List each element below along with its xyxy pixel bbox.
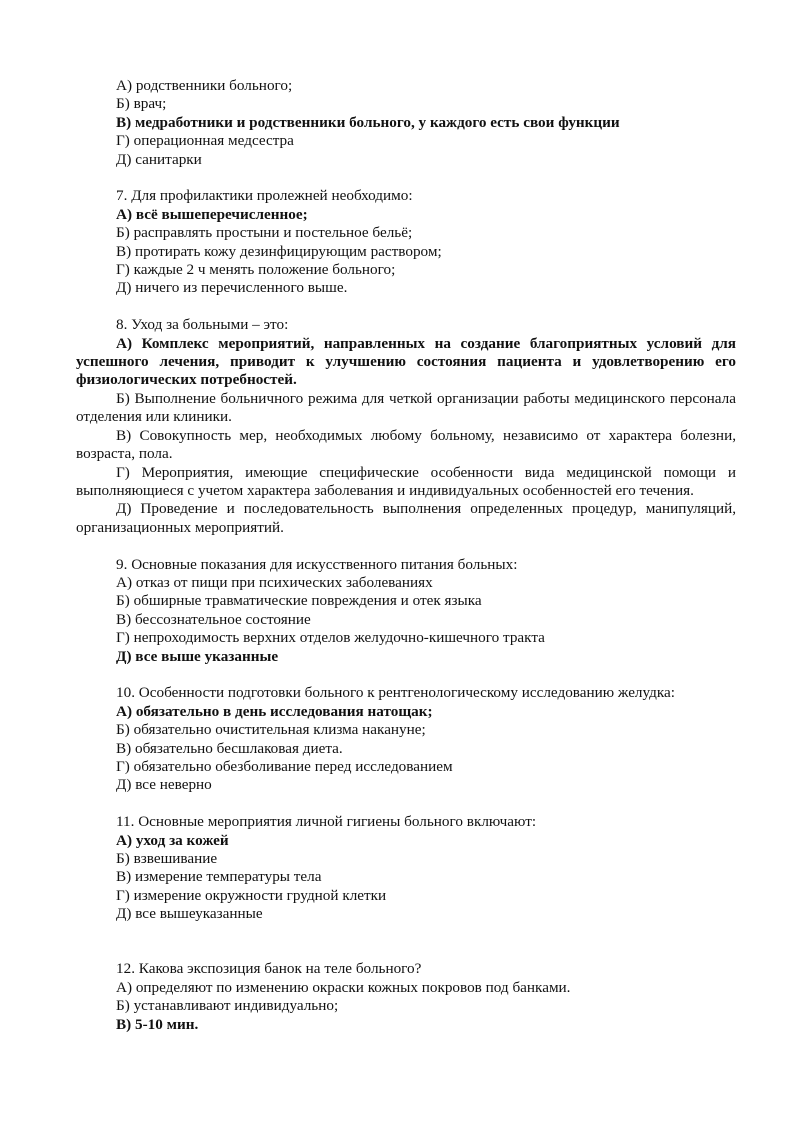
option-a-correct: А) обязательно в день исследования натощак; xyxy=(116,702,433,720)
question-10 xyxy=(76,684,736,794)
option-c: В) бессознательное состояние xyxy=(116,610,311,628)
option-a-correct: А) Комплекс мероприятий, направленных на создание благоприятных условий для успешного лечения, приводит к улучшению состояния пациента и удовлетворению его физиологических потребностей. xyxy=(76,334,736,389)
question-text: 12. Какова экспозиция банок на теле больного? xyxy=(116,960,422,978)
option-c-correct: В) медработники и родственники больного, у каждого есть свои функции xyxy=(116,113,620,131)
question-12 xyxy=(76,960,736,1034)
option-d: Г) измерение окружности грудной клетки xyxy=(116,886,387,904)
option-e: Д) санитарки xyxy=(116,150,202,168)
option-b: Б) Выполнение больничного режима для четкой организации работы медицинского персонала отделения или клиники. xyxy=(76,389,736,426)
question-text: 8. Уход за больными – это: xyxy=(116,316,289,334)
spacer xyxy=(76,169,736,187)
question-11 xyxy=(76,813,736,923)
spacer xyxy=(76,666,736,684)
option-d: Г) операционная медсестра xyxy=(116,132,294,150)
option-c: В) обязательно бесшлаковая диета. xyxy=(116,739,343,757)
option-e: Д) Проведение и последовательность выполнения определенных процедур, манипуляций, организационных мероприятий. xyxy=(76,500,736,536)
option-e: Д) ничего из перечисленного выше. xyxy=(116,279,348,297)
spacer xyxy=(76,298,736,316)
option-a: А) отказ от пищи при психических заболеваниях xyxy=(116,573,433,591)
option-b: Б) обязательно очистительная клизма накануне; xyxy=(116,721,426,739)
page-content xyxy=(76,77,736,1034)
option-b: Б) устанавливают индивидуально; xyxy=(116,997,339,1015)
option-c: В) протирать кожу дезинфицирующим раствором; xyxy=(116,242,442,260)
question-text: 11. Основные мероприятия личной гигиены больного включают: xyxy=(116,813,537,831)
option-b: Б) врач; xyxy=(116,95,167,113)
question-8 xyxy=(76,316,736,537)
option-b: Б) обширные травматические повреждения и отек языка xyxy=(116,592,482,610)
option-a-correct: А) уход за кожей xyxy=(116,831,229,849)
question-6-options xyxy=(76,77,736,169)
option-a-correct: А) всё вышеперечисленное; xyxy=(116,205,308,223)
option-b: Б) расправлять простыни и постельное бельё; xyxy=(116,224,413,242)
option-d: Г) обязательно обезболивание перед исследованием xyxy=(116,757,453,775)
option-a: А) родственники больного; xyxy=(116,77,293,94)
option-d: Г) каждые 2 ч менять положение больного; xyxy=(116,261,396,279)
option-d: Г) непроходимость верхних отделов желудочно-кишечного тракта xyxy=(116,629,545,647)
question-text: 7. Для профилактики пролежней необходимо: xyxy=(116,187,413,205)
spacer xyxy=(76,537,736,555)
option-c: В) измерение температуры тела xyxy=(116,868,322,886)
question-text: 9. Основные показания для искусственного питания больных: xyxy=(116,555,518,573)
option-a: А) определяют по изменению окраски кожных покровов под банками. xyxy=(116,978,571,996)
question-text: 10. Особенности подготовки больного к рентгенологическому исследованию желудка: xyxy=(116,684,675,702)
option-d: Г) Мероприятия, имеющие специфические особенности вида медицинской помощи и выполняющиеся с учетом характера заболевания и индивидуальных особенностей его течения. xyxy=(76,463,736,499)
option-e: Д) все неверно xyxy=(116,776,212,794)
option-c-correct: В) 5-10 мин. xyxy=(116,1015,199,1033)
question-9 xyxy=(76,556,736,666)
spacer xyxy=(76,795,736,813)
option-e-correct: Д) все выше указанные xyxy=(116,647,279,665)
option-c: В) Совокупность мер, необходимых любому больному, независимо от характера болезни, возраста, пола. xyxy=(76,426,736,463)
question-7 xyxy=(76,187,736,297)
option-e: Д) все вышеуказанные xyxy=(116,905,263,923)
option-b: Б) взвешивание xyxy=(116,849,218,867)
spacer xyxy=(76,924,736,961)
